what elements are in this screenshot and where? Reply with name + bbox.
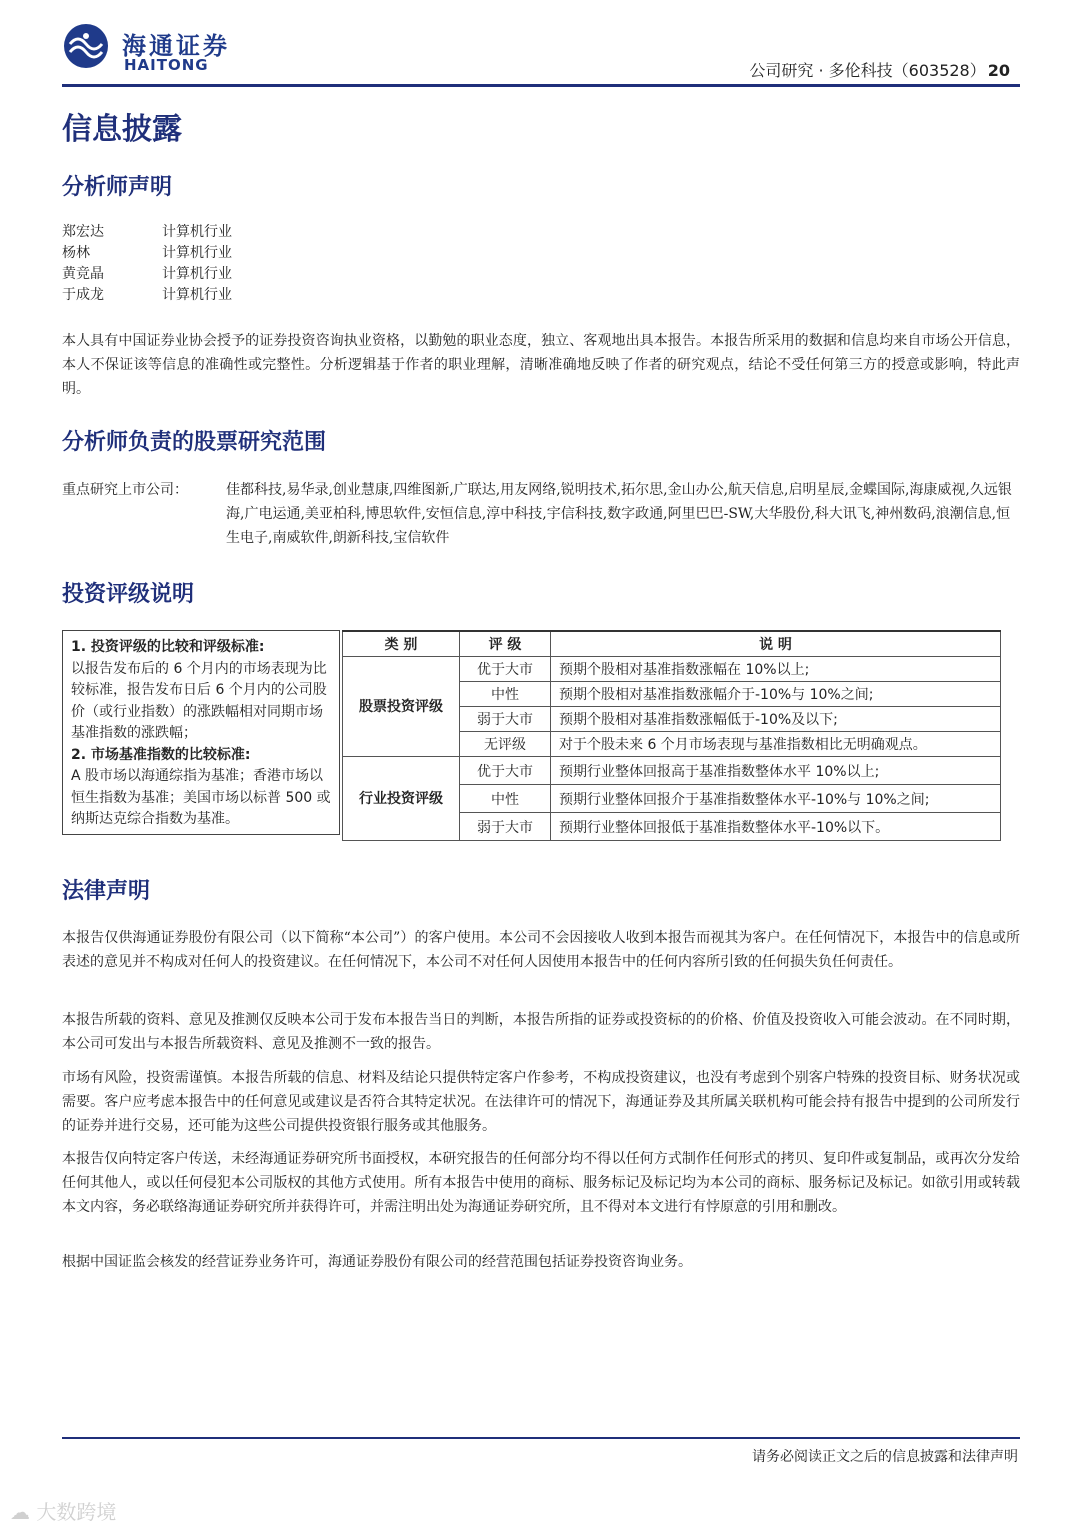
rating-description: 对于个股未来 6 个月市场表现与基准指数相比无明确观点。 — [551, 732, 1001, 757]
analyst-industry: 计算机行业 — [162, 287, 232, 303]
analyst-industry: 计算机行业 — [162, 224, 232, 240]
footer-note: 请务必阅读正文之后的信息披露和法律声明 — [752, 1449, 1018, 1465]
watermark-text: 大数跨境 — [36, 1500, 117, 1524]
analyst-name: 黄竞晶 — [62, 266, 104, 282]
analyst-statement-text: 本人具有中国证券业协会授予的证券投资咨询执业资格，以勤勉的职业态度，独立、客观地出具本报告。本报告所采用的数据和信息均来自市场公开信息，本人不保证该等信息的准确性或完整性。分析逻辑基于作者的职业理解，清晰准确地反映了作者的研究观点，结论不受任何第三方的授意或影响，特此声明。 — [62, 333, 1020, 397]
header-divider — [62, 84, 1020, 87]
rating-description: 预期个股相对基准指数涨幅介于-10%与 10%之间; — [551, 682, 1001, 707]
analyst-name: 郑宏达 — [62, 224, 104, 240]
analyst-row — [62, 264, 232, 285]
analyst-name: 于成龙 — [62, 287, 104, 303]
haitong-logo-icon — [62, 22, 110, 70]
criteria-item2-title: 2. 市场基准指数的比较标准: — [71, 746, 251, 763]
section-heading-legal: 法律声明 — [62, 878, 151, 904]
table-header-row — [343, 631, 1001, 657]
page-title: 信息披露 — [62, 112, 182, 147]
coverage-block — [62, 478, 1020, 550]
report-label: 公司研究 · 多伦科技（603528） — [749, 61, 986, 80]
analyst-industry: 计算机行业 — [162, 245, 232, 261]
analyst-row — [62, 285, 232, 306]
criteria-item1-text: 以报告发布后的 6 个月内的市场表现为比较标准，报告发布日后 6 个月内的公司股价（或行业指数）的涨跌幅相对同期市场基准指数的涨跌幅； — [71, 660, 327, 741]
rating-level: 优于大市 — [460, 757, 551, 785]
col-header-rating: 评 级 — [460, 631, 551, 657]
analyst-row — [62, 222, 232, 243]
legal-paragraph: 本报告仅供海通证券股份有限公司（以下简称“本公司”）的客户使用。本公司不会因接收人收到本报告而视其为客户。在任何情况下，本报告中的信息或所表述的意见并不构成对任何人的投资建议。在任何情况下，本公司不对任何人因使用本报告中的任何内容所引致的任何损失负任何责任。 — [62, 930, 1020, 970]
legal-paragraph: 本报告所载的资料、意见及推测仅反映本公司于发布本报告当日的判断，本报告所指的证券或投资标的的价格、价值及投资收入可能会波动。在不同时期，本公司可发出与本报告所载资料、意见及推测不一致的报告。 — [62, 1012, 1020, 1052]
criteria-item1-title: 1. 投资评级的比较和评级标准: — [71, 639, 265, 655]
rating-level: 弱于大市 — [460, 813, 551, 841]
rating-level: 弱于大市 — [460, 707, 551, 732]
legal-paragraph: 市场有风险，投资需谨慎。本报告所载的信息、材料及结论只提供特定客户作参考，不构成投资建议，也没有考虑到个别客户特殊的投资目标、财务状况或需要。客户应考虑本报告中的任何意见或建议是否符合其特定状况。在法律许可的情况下，海通证券及其所属关联机构可能会持有报告中提到的公司所发行的证券并进行交易，还可能为这些公司提供投资银行服务或其他服务。 — [62, 1070, 1020, 1134]
rating-level: 中性 — [460, 785, 551, 813]
ratings-criteria-box — [62, 630, 340, 835]
legal-paragraph: 根据中国证监会核发的经营证券业务许可，海通证券股份有限公司的经营范围包括证券投资咨询业务。 — [62, 1254, 692, 1270]
criteria-item2-text: A 股市场以海通综指为基准；香港市场以恒生指数为基准；美国市场以标普 500 或纳斯达克综合指数为基准。 — [71, 768, 331, 827]
section-heading-coverage: 分析师负责的股票研究范围 — [62, 429, 327, 455]
watermark — [10, 1496, 116, 1525]
rating-description: 预期个股相对基准指数涨幅低于-10%及以下; — [551, 707, 1001, 732]
section-heading-ratings: 投资评级说明 — [62, 581, 195, 607]
rating-level: 无评级 — [460, 732, 551, 757]
analyst-list — [62, 222, 232, 306]
rating-level: 中性 — [460, 682, 551, 707]
table-row — [343, 757, 1001, 785]
analyst-name: 杨林 — [62, 245, 90, 261]
col-header-category: 类 别 — [343, 631, 460, 657]
analyst-row — [62, 243, 232, 264]
rating-description: 预期行业整体回报介于基准指数整体水平-10%与 10%之间; — [551, 785, 1001, 813]
rating-description: 预期行业整体回报低于基准指数整体水平-10%以下。 — [551, 813, 1001, 841]
col-header-description: 说 明 — [551, 631, 1001, 657]
ratings-table — [342, 630, 1001, 841]
footer-divider — [62, 1437, 1020, 1439]
page-number: 20 — [987, 61, 1010, 80]
rating-description: 预期行业整体回报高于基准指数整体水平 10%以上; — [551, 757, 1001, 785]
section-heading-analyst-statement: 分析师声明 — [62, 174, 173, 200]
stock-rating-category: 股票投资评级 — [343, 657, 460, 757]
legal-paragraph: 本报告仅向特定客户传送，未经海通证券研究所书面授权，本研究报告的任何部分均不得以任何方式制作任何形式的拷贝、复印件或复制品，或再次分发给任何其他人，或以任何侵犯本公司版权的其他方式使用。所有本报告中使用的商标、服务标记及标记均为本公司的商标、服务标记及标记。如欲引用或转载本文内容，务必联络海通证券研究所并获得许可，并需注明出处为海通证券研究所，且不得对本文进行有悖原意的引用和删改。 — [62, 1151, 1020, 1215]
table-row — [343, 657, 1001, 682]
analyst-industry: 计算机行业 — [162, 266, 232, 282]
logo-english-name: HAITONG — [124, 56, 209, 74]
coverage-companies: 佳都科技,易华录,创业慧康,四维图新,广联达,用友网络,锐明技术,拓尔思,金山办公,航天信息,启明星辰,金蝶国际,海康威视,久远银海,广电运通,美亚柏科,博思软件,安恒信息,淳中科技,宇信科技,数字政通,阿里巴巴-SW,大华股份,科大讯飞,神州数码,浪潮信息,恒生电子,南威软件,朗新科技,宝信软件 — [226, 482, 1012, 546]
watermark-icon: ☁ — [10, 1500, 37, 1524]
rating-level: 优于大市 — [460, 657, 551, 682]
logo-chinese-name: 海通证券 — [122, 31, 230, 60]
coverage-label: 重点研究上市公司： — [62, 482, 188, 498]
industry-rating-category: 行业投资评级 — [343, 757, 460, 841]
rating-description: 预期个股相对基准指数涨幅在 10%以上; — [551, 657, 1001, 682]
report-header-label — [749, 58, 1010, 81]
